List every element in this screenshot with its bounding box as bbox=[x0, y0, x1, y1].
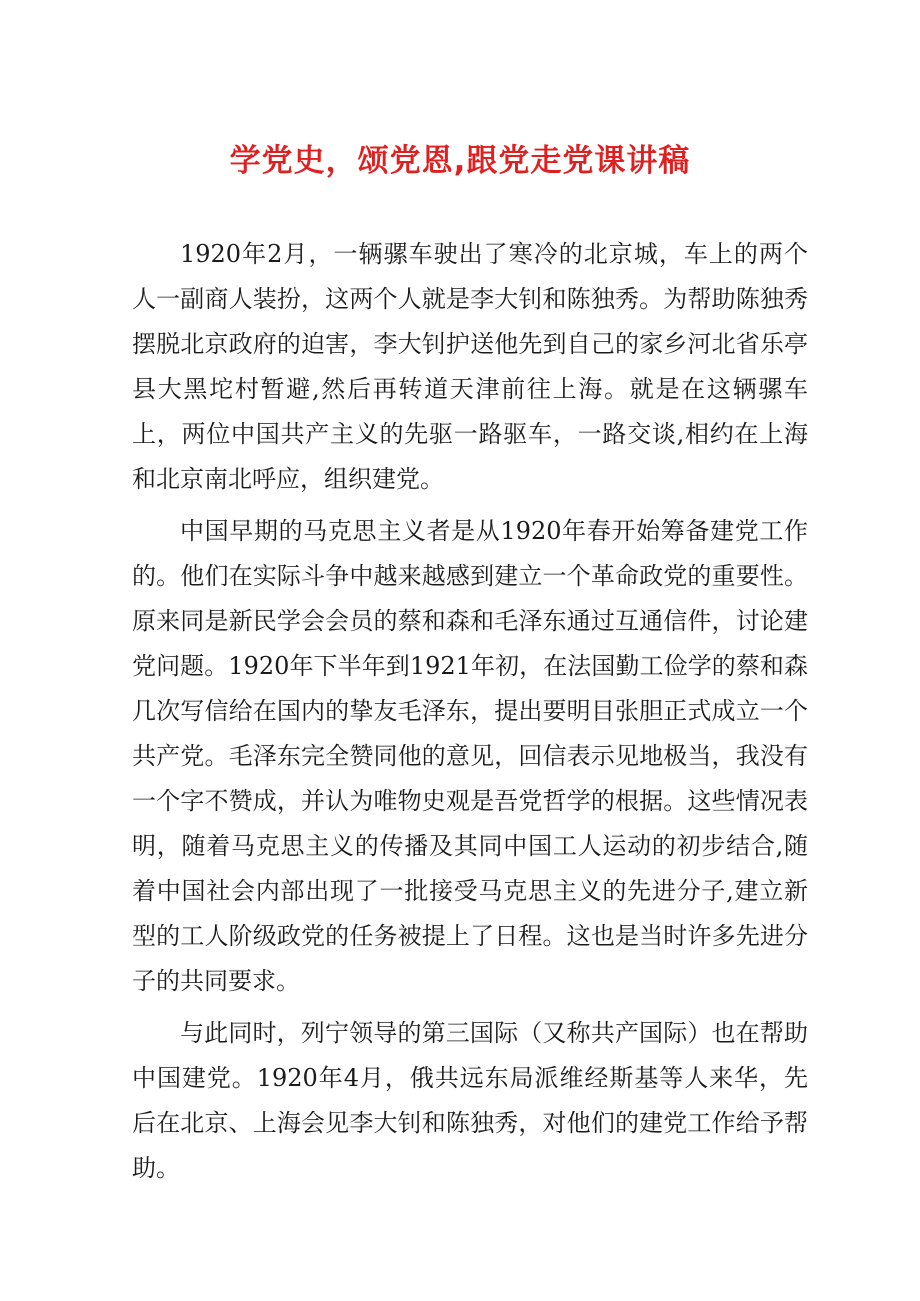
paragraph-1: 1920年2月，一辆骡车驶出了寒冷的北京城，车上的两个人一副商人装扮，这两个人就是李大钊和陈独秀。为帮助陈独秀摆脱北京政府的迫害，李大钊护送他先到自己的家乡河北省乐亭县大黑坨村暂避,然后再转道天津前往上海。就是在这辆骡车上，两位中国共产主义的先驱一路驱车，一路交谈,相约在上海和北京南北呼应，组织建党。 bbox=[132, 240, 808, 493]
document-body bbox=[132, 232, 808, 1198]
paragraph-3: 与此同时，列宁领导的第三国际（又称共产国际）也在帮助中国建党。1920年4月，俄共远东局派维经斯基等人来华，先后在北京、上海会见李大钊和陈独秀，对他们的建党工作给予帮助。 bbox=[132, 1019, 808, 1182]
document-title: 学党史，颂党恩,跟党走党课讲稿 bbox=[229, 142, 691, 179]
paragraph-2: 中国早期的马克思主义者是从1920年春开始筹备建党工作的。他们在实际斗争中越来越感到建立一个革命政党的重要性。原来同是新民学会会员的蔡和森和毛泽东通过互通信件，讨论建党问题。1920年下半年到1921年初，在法国勤工俭学的蔡和森几次写信给在国内的挚友毛泽东，提出要明目张胆正式成立一个共产党。毛泽东完全赞同他的意见，回信表示见地极当，我没有一个字不赞成，并认为唯物史观是吾党哲学的根据。这些情况表明，随着马克思主义的传播及其同中国工人运动的初步结合,随着中国社会内部出现了一批接受马克思主义的先进分子,建立新型的工人阶级政党的任务被提上了日程。这也是当时许多先进分子的共同要求。 bbox=[132, 517, 808, 995]
